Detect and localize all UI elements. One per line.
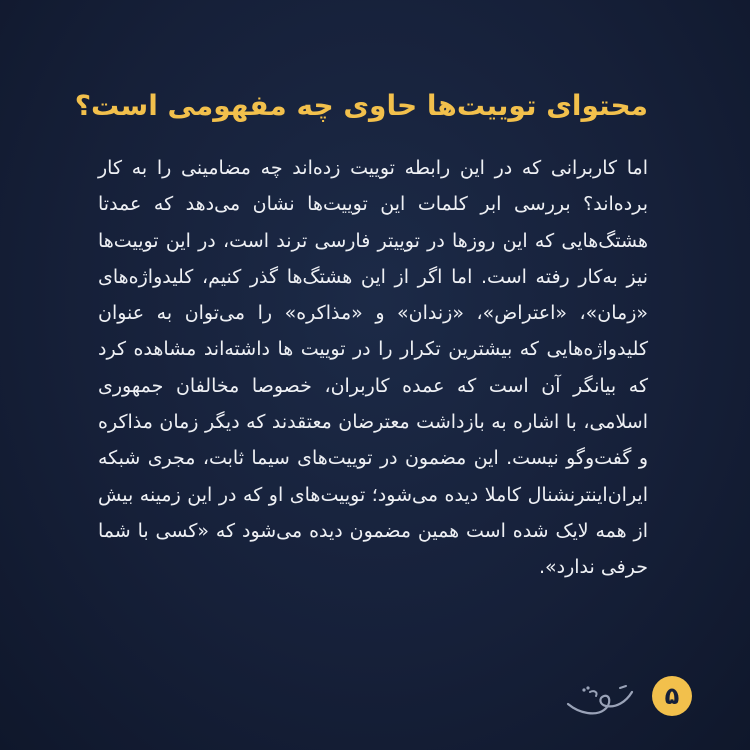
brand-logo	[560, 680, 640, 720]
article-title: محتوای توییت‌ها حاوی چه مفهومی است؟	[74, 89, 648, 122]
article-body: اما کاربرانی که در این رابطه توییت زده‌اند چه مضامینی را به کار برده‌اند؟ بررسی ابر کلمات این توییت‌ها نشان می‌دهد که عمدتا هشتگ‌هایی که این روزها در توییتر فارسی ترند است، در این توییت‌ها نیز به‌کار رفته است. اما اگر از این هشتگ‌ها گذر کنیم، کلیدواژه‌های «زمان»، «اعتراض»، «زندان» و «مذاکره» را می‌توان به عنوان کلیدواژه‌هایی که بیشترین تکرار را در توییت ها داشته‌اند مشاهده کرد که بیانگر آن است که عمده کاربران، خصوصا مخالفان جمهوری اسلامی، با اشاره به بازداشت معترضان معتقدند که دیگر زمان مذاکره و گفت‌وگو نیست. این مضمون در توییت‌های سیما ثابت، مجری شبکه ایران‌اینترنشنال کاملا دیده می‌شود؛ توییت‌های او که در این زمینه بیش از همه لایک شده است همین مضمون دیده می‌شود که «کسی با شما حرفی ندارد».	[98, 157, 648, 579]
page-number-badge: ۵	[652, 676, 692, 716]
